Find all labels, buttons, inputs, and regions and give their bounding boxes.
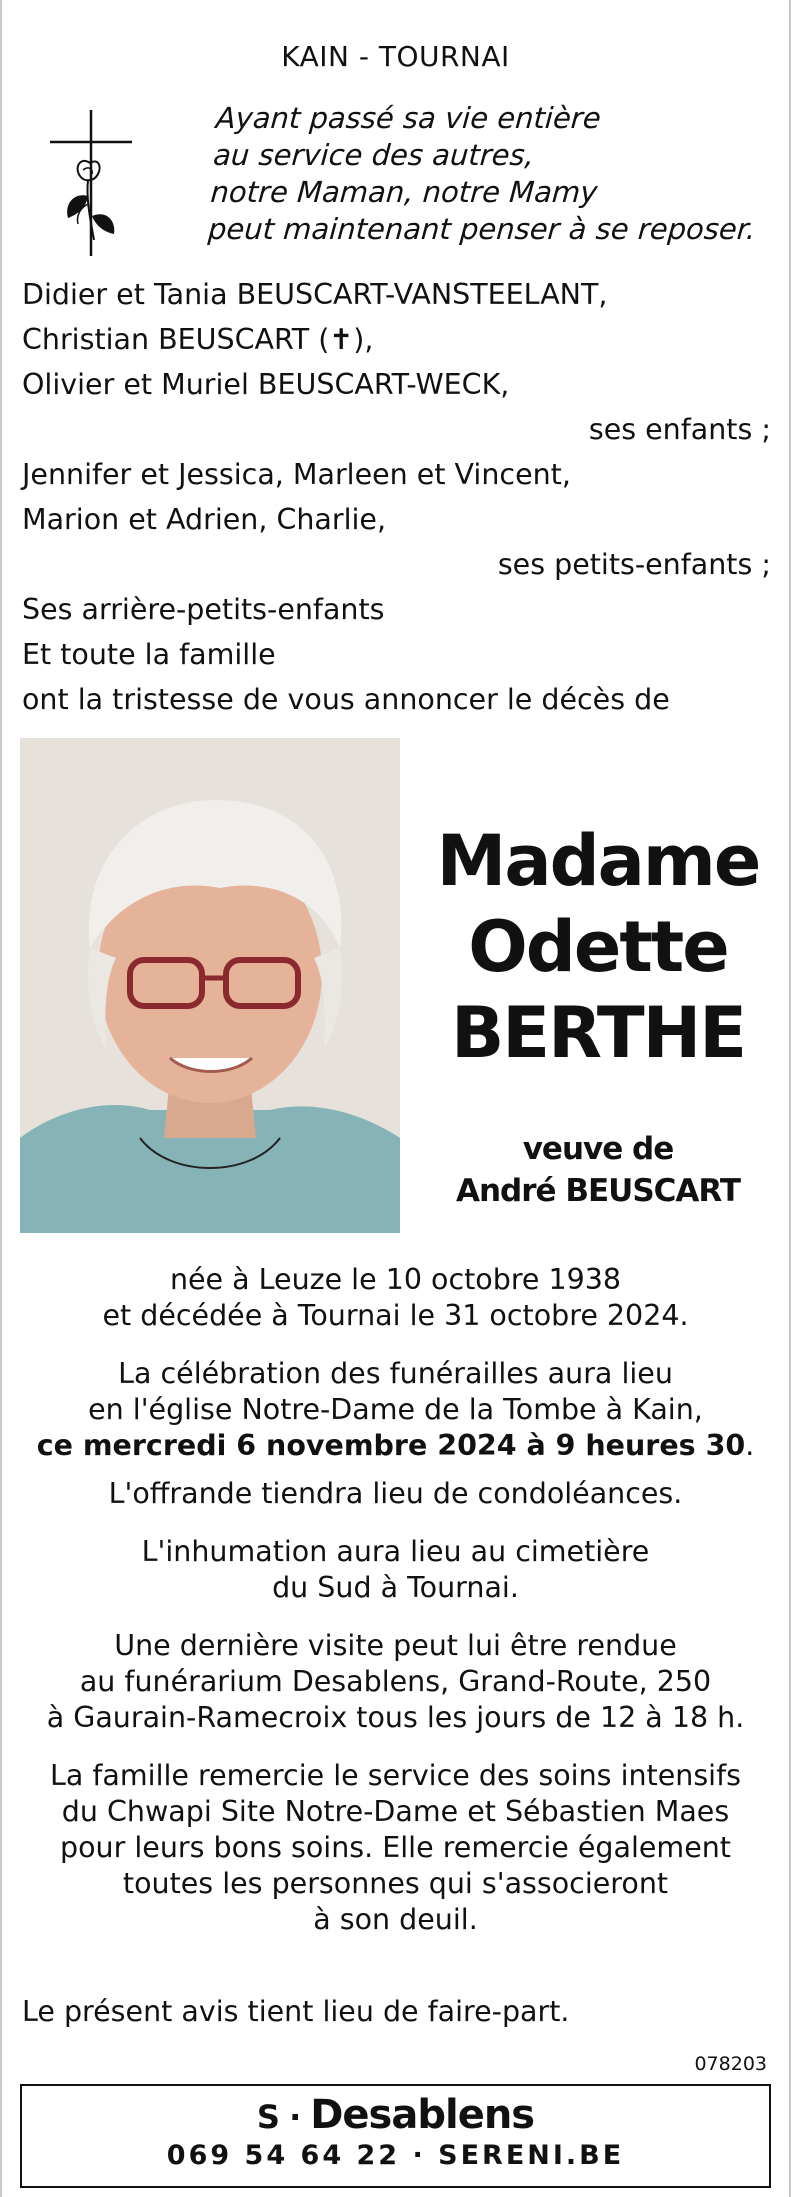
- verse-line: notre Maman, notre Mamy: [209, 175, 599, 209]
- verse-line: Ayant passé sa vie entière: [214, 101, 602, 135]
- family-list: [22, 272, 771, 722]
- thanks-line: La famille remercie le service des soins intensifs: [50, 1759, 741, 1792]
- funeral-date: ce mercredi 6 novembre 2024 à 9 heures 30: [36, 1429, 746, 1462]
- deceased-portrait: [20, 738, 400, 1233]
- deceased-first-name: Odette: [468, 906, 728, 988]
- location-heading: KAIN - TOURNAI: [281, 40, 510, 73]
- funeral-home-contact: 069 54 64 22 · SERENI.BE: [166, 2140, 625, 2171]
- visit-line: à Gaurain-Ramecroix tous les jours de 12 à 18 h.: [46, 1701, 745, 1734]
- birth-line: née à Leuze le 10 octobre 1938: [169, 1263, 622, 1296]
- deceased-last-name: BERTHE: [450, 992, 746, 1074]
- funeral-paragraph: [20, 1356, 771, 1464]
- funeral-line: La célébration des funérailles aura lieu: [118, 1357, 673, 1390]
- funeral-date-end: .: [745, 1429, 755, 1462]
- cross-with-rose-icon: [50, 108, 132, 258]
- family-line: Ses arrière-petits-enfants: [22, 593, 385, 626]
- brand-name: Desablens: [310, 2092, 535, 2138]
- family-line: Olivier et Muriel BEUSCART-WECK,: [22, 368, 510, 401]
- family-line: Didier et Tania BEUSCART-VANSTEELANT,: [22, 278, 608, 311]
- thanks-line: à son deuil.: [313, 1903, 478, 1936]
- family-line: Christian BEUSCART (✝),: [22, 323, 374, 356]
- visit-paragraph: [20, 1628, 771, 1736]
- funeral-home-banner: [20, 2084, 771, 2188]
- verse-line: au service des autres,: [212, 138, 536, 172]
- closing-note: Le présent avis tient lieu de faire-part.: [22, 1995, 570, 2028]
- burial-paragraph: [20, 1534, 771, 1606]
- deceased-name-block: [412, 818, 784, 1212]
- brand-mark: S ·: [256, 2098, 301, 2136]
- family-line: Marion et Adrien, Charlie,: [22, 503, 387, 536]
- family-line: Jennifer et Jessica, Marleen et Vincent,: [22, 458, 571, 491]
- death-line: et décédée à Tournai le 31 octobre 2024.: [102, 1299, 689, 1332]
- verse-line: peut maintenant penser à se reposer.: [206, 212, 757, 246]
- thanks-line: pour leurs bons soins. Elle remercie également: [60, 1831, 731, 1864]
- burial-line: L'inhumation aura lieu au cimetière: [141, 1535, 650, 1568]
- offering-paragraph: L'offrande tiendra lieu de condoléances.: [108, 1477, 683, 1510]
- funeral-details: [20, 1262, 771, 1960]
- funeral-home-logo: [22, 2092, 769, 2138]
- memorial-verse: [207, 100, 765, 248]
- thanks-line: toutes les personnes qui s'associeront: [122, 1867, 669, 1900]
- family-role: ses petits-enfants ;: [497, 548, 771, 581]
- reference-number: 078203: [694, 2053, 767, 2075]
- deceased-title: Madame: [436, 820, 760, 902]
- widow-of-label: veuve de: [522, 1131, 674, 1167]
- visit-line: Une dernière visite peut lui être rendue: [114, 1629, 677, 1662]
- dates-paragraph: [20, 1262, 771, 1334]
- burial-line: du Sud à Tournai.: [272, 1571, 519, 1604]
- thanks-paragraph: [20, 1758, 771, 1938]
- family-line: ont la tristesse de vous annoncer le décès de: [22, 683, 670, 716]
- family-role: ses enfants ;: [588, 413, 771, 446]
- family-line: Et toute la famille: [22, 638, 276, 671]
- spouse-name: André BEUSCART: [455, 1173, 741, 1209]
- funeral-line: en l'église Notre-Dame de la Tombe à Kain,: [88, 1393, 703, 1426]
- portrait-illustration: [20, 738, 400, 1233]
- visit-line: au funérarium Desablens, Grand-Route, 250: [79, 1665, 712, 1698]
- thanks-line: du Chwapi Site Notre-Dame et Sébastien Maes: [61, 1795, 730, 1828]
